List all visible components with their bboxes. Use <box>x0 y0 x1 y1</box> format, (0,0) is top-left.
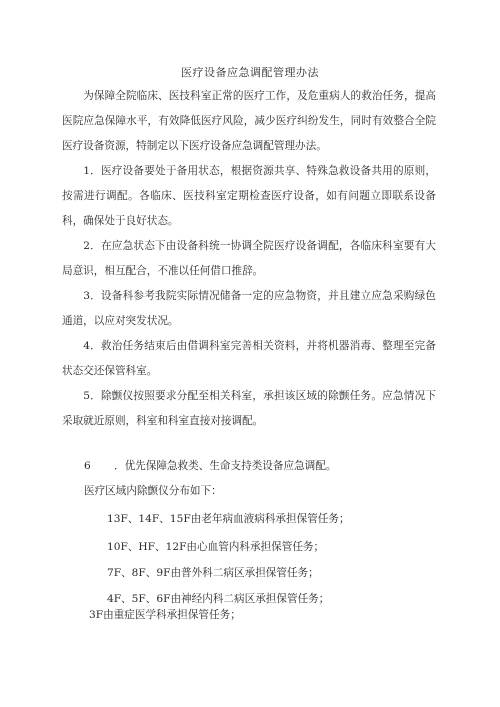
distribution-line-1: 13F、14F、15F由老年病血液病科承担保管任务； <box>107 513 350 525</box>
distribution-heading: 医疗区域内除颤仪分布如下： <box>84 485 222 497</box>
item-1-paragraph: 1．医疗设备要处于备用状态，根据资源共享、特殊急救设备共用的原则，按需进行调配。各临床、医技科室定期检查医疗设备，如有问题立即联系设备科，确保处于良好状态。 <box>62 165 436 227</box>
item-5-paragraph: 5．除颤仪按照要求分配至相关科室，承担该区域的除颤任务。应急情况下采取就近原则，科室和科室直接对接调配。 <box>62 390 436 427</box>
item-3-paragraph: 3．设备科参考我院实际情况储备一定的应急物资，并且建立应急采购绿色通道，以应对突发状况。 <box>62 290 436 327</box>
item-2-paragraph: 2．在应急状态下由设备科统一协调全院医疗设备调配，各临床科室要有大局意识，相互配合，不准以任何借口推辞。 <box>62 240 436 277</box>
item-4-paragraph: 4．救治任务结束后由借调科室完善相关资料，并将机器消毒、整理至完备状态交还保管科室。 <box>62 340 436 377</box>
distribution-line-4: 4F、5F、6F由神经内科二病区承担保管任务； <box>107 593 330 605</box>
item-6-number: 6 <box>84 460 91 472</box>
distribution-line-5: 3F由重症医学科承担保管任务； <box>89 609 241 621</box>
item-6-text: ．优先保障急救类、生命支持类设备应急调配。 <box>114 460 337 472</box>
distribution-line-2: 10F、HF、12F由心血管内科承担保管任务； <box>107 541 325 553</box>
intro-paragraph: 为保障全院临床、医技科室正常的医疗工作，及危重病人的救治任务，提高医院应急保障水平，有效降低医疗风险，减少医疗纠纷发生，同时有效整合全院医疗设备资源，特制定以下医疗设备应急调配管理办法。 <box>62 90 436 152</box>
distribution-line-3: 7F、8F、9F由普外科二病区承担保管任务； <box>107 567 319 579</box>
document-title: 医疗设备应急调配管理办法 <box>181 66 319 79</box>
